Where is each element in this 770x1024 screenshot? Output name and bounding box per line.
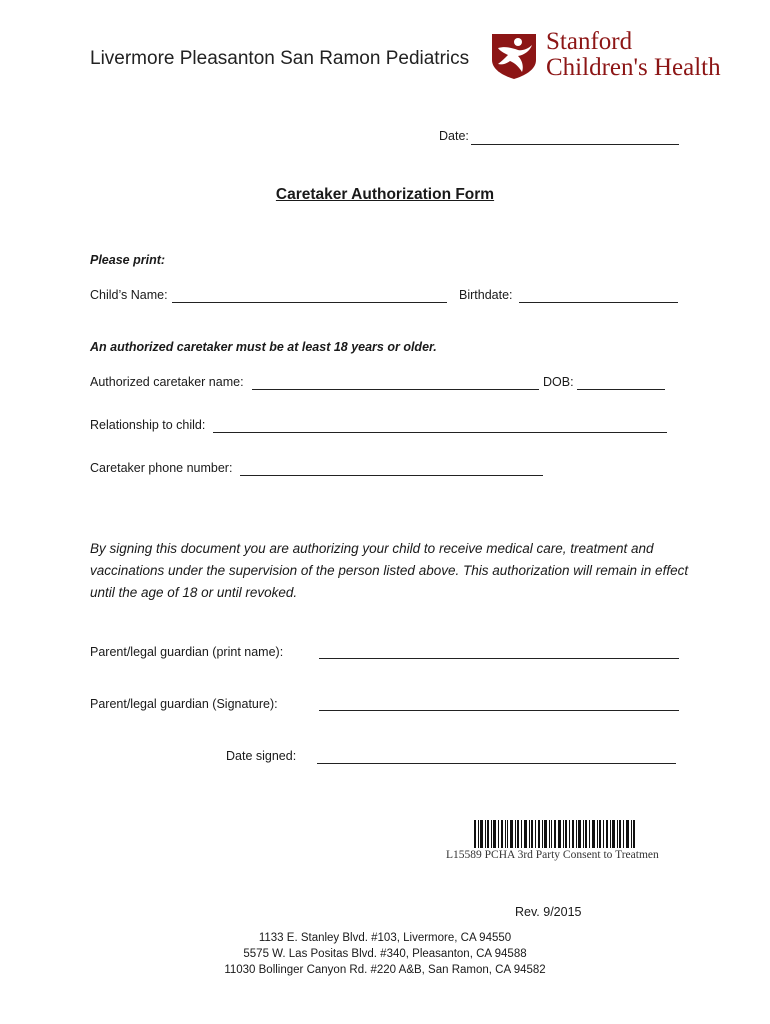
caretaker-name-field[interactable] xyxy=(252,375,539,390)
guardian-print-label: Parent/legal guardian (print name): xyxy=(90,645,284,659)
barcode-icon xyxy=(474,820,636,848)
please-print-label: Please print: xyxy=(90,253,166,267)
revision-label: Rev. 9/2015 xyxy=(515,905,582,919)
birthdate-label: Birthdate: xyxy=(459,288,513,302)
barcode-caption: L15589 PCHA 3rd Party Consent to Treatmen xyxy=(446,849,659,861)
guardian-print-field[interactable] xyxy=(319,644,679,659)
address-livermore: 1133 E. Stanley Blvd. #103, Livermore, CA 94550 xyxy=(258,932,512,944)
form-title: Caretaker Authorization Form xyxy=(275,186,495,203)
address-san-ramon: 11030 Bollinger Canyon Rd. #220 A&B, San Ramon, CA 94582 xyxy=(224,964,546,976)
address-pleasanton: 5575 W. Las Positas Blvd. #340, Pleasanton, CA 94588 xyxy=(243,948,527,960)
date-label: Date: xyxy=(439,129,469,143)
date-signed-field[interactable] xyxy=(317,749,676,764)
authorization-statement: By signing this document you are authorizing your child to receive medical care, treatment and vaccinations under the supervision of the person listed above. This authorization will remain in effect until the age of 18 or until revoked. xyxy=(90,541,689,600)
relationship-label: Relationship to child: xyxy=(90,418,206,432)
guardian-signature-field[interactable] xyxy=(319,696,679,711)
clinic-name: Livermore Pleasanton San Ramon Pediatrics xyxy=(90,48,470,69)
date-field[interactable] xyxy=(471,130,679,145)
guardian-signature-label: Parent/legal guardian (Signature): xyxy=(90,697,278,711)
logo-text-stanford: Stanford xyxy=(546,28,633,55)
birthdate-field[interactable] xyxy=(519,288,678,303)
logo-text-childrens-health: Children's Health xyxy=(546,54,721,81)
relationship-field[interactable] xyxy=(213,418,667,433)
phone-label: Caretaker phone number: xyxy=(90,461,233,475)
caretaker-name-label: Authorized caretaker name: xyxy=(90,375,244,389)
dob-label: DOB: xyxy=(543,375,574,389)
phone-field[interactable] xyxy=(240,461,543,476)
stanford-childrens-health-logo xyxy=(488,28,728,82)
logo-mark-icon xyxy=(488,30,540,80)
date-signed-label: Date signed: xyxy=(226,749,297,763)
childs-name-field[interactable] xyxy=(172,288,447,303)
childs-name-label: Child’s Name: xyxy=(90,288,168,302)
age-notice: An authorized caretaker must be at least 18 years or older. xyxy=(90,340,437,354)
dob-field[interactable] xyxy=(577,375,665,390)
